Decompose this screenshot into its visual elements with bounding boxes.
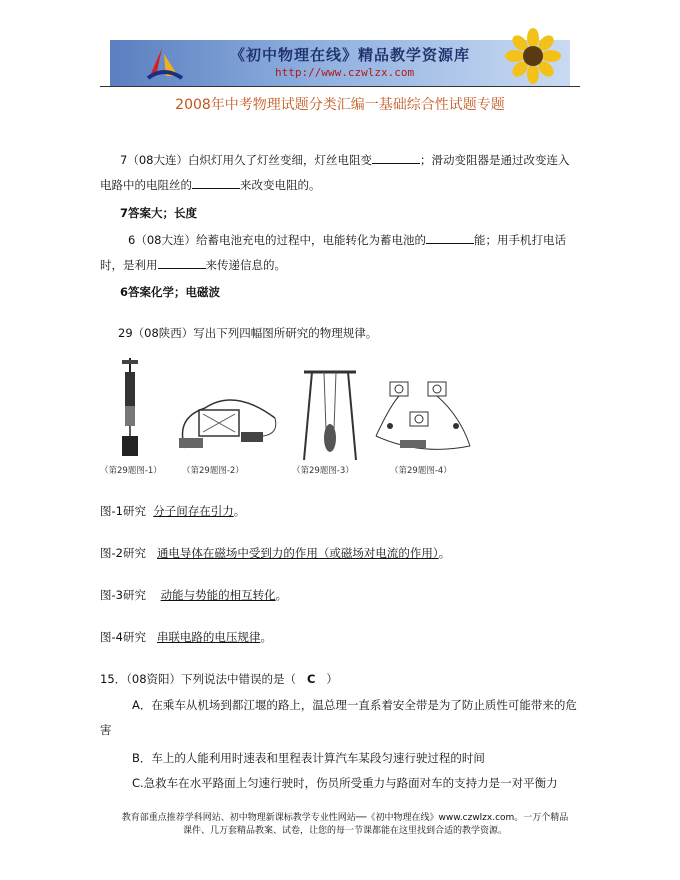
- q15-option-a-cont: 害: [100, 723, 112, 737]
- q29-answer-4: 图-4研究 串联电路的电压规律。: [100, 630, 272, 644]
- q15-stem: 15．（08资阳）下列说法中错误的是（ C ）: [100, 672, 338, 686]
- q15-option-a: A．在乘车从机场到都江堰的路上，温总理一直系着安全带是为了防止质性可能带来的危: [132, 698, 577, 712]
- q6-answer: 6答案化学；电磁波: [120, 285, 221, 299]
- q15-answer: C: [306, 672, 316, 686]
- q6-blank-1: [426, 233, 474, 244]
- header-banner: [110, 40, 570, 86]
- q7-line-1: 7（08大连）白炽灯用久了灯丝变细，灯丝电阻变 ；滑动变阻器是通过改变连入: [120, 153, 570, 167]
- page-title: 2008年中考物理试题分类汇编一基础综合性试题专题: [175, 97, 505, 113]
- q29-answer-1: 图-1研究 分子间存在引力。: [100, 504, 246, 518]
- q7-blank-2: [192, 178, 240, 189]
- q29-answer-2: 图-2研究 通电导体在磁场中受到力的作用（或磁场对电流的作用）。: [100, 546, 451, 560]
- figure-4-caption: （第29题图-4）: [390, 466, 452, 476]
- figure-3-maxwell-pendulum: [300, 368, 360, 464]
- figure-2-conductor-in-magnet: [175, 378, 285, 458]
- q29-answer-3: 图-3研究 动能与势能的相互转化。: [100, 588, 288, 602]
- site-logo-icon: [144, 46, 184, 82]
- q15-option-c: C.急救车在水平路面上匀速行驶时，伤员所受重力与路面对车的支持力是一对平衡力: [132, 776, 558, 790]
- sunflower-icon: [505, 28, 561, 84]
- q6-line-1: 6（08大连）给蓄电池充电的过程中，电能转化为蓄电池的 能；用手机打电话: [128, 233, 566, 247]
- banner-title: 《初中物理在线》精品教学资源库: [230, 46, 471, 64]
- footer-line-2: 课件、几万套精品教案、试卷，让您的每一节课都能在这里找到合适的教学资源。: [182, 826, 507, 836]
- figure-1-lead-cylinders: [112, 358, 148, 462]
- q29-stem: 29（08陕西）写出下列四幅图所研究的物理规律。: [118, 326, 378, 340]
- q6-blank-2: [158, 258, 206, 269]
- q15-option-b: B．车上的人能利用时速表和里程表计算汽车某段匀速行驶过程的时间: [132, 751, 485, 765]
- q29-figures: [100, 358, 560, 478]
- q6-line-2: 时，是利用 来传递信息的。: [100, 258, 286, 272]
- figure-4-series-circuit: [370, 376, 480, 462]
- page-footer: [100, 812, 590, 838]
- q7-blank-1: [372, 153, 420, 164]
- figure-3-caption: （第29题图-3）: [292, 466, 354, 476]
- q7-answer: 7答案大；长度: [120, 206, 198, 220]
- footer-line-1: 教育部重点推荐学科网站、初中物理新课标教学专业性网站──《初中物理在线》www.czwlzx.com。一万个精品: [121, 813, 569, 823]
- header-divider: [100, 86, 580, 87]
- figure-1-caption: （第29题图-1）: [100, 466, 162, 476]
- figure-2-caption: （第29题图-2）: [182, 466, 244, 476]
- banner-url: http://www.czwlzx.com: [275, 66, 415, 79]
- q7-line-2: 电路中的电阻丝的 来改变电阻的。: [100, 178, 321, 192]
